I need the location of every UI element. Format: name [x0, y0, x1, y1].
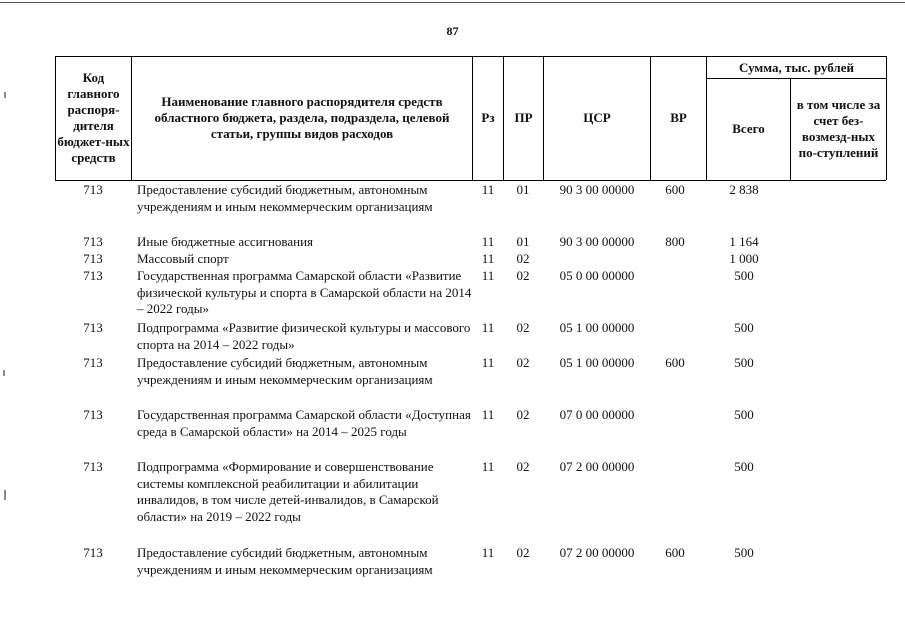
header-bottom-rule	[55, 180, 886, 181]
header-name: Наименование главного распорядителя средств областного бюджета, раздела, подраздела, целевой статьи, группы видов расходов	[154, 94, 450, 141]
row-total: 500	[734, 320, 754, 335]
scan-top-border	[0, 2, 905, 3]
row-total: 500	[734, 355, 754, 370]
row-name: Массовый спорт	[137, 251, 229, 266]
row-csr: 05 0 00 00000	[559, 268, 635, 283]
row-name: Предоставление субсидий бюджетным, автономным учреждениям и иным некоммерческим организациям	[137, 545, 433, 577]
row-total: 500	[734, 545, 754, 560]
row-rz: 11	[481, 234, 495, 249]
row-rz: 11	[481, 355, 495, 370]
header-pr: ПР	[514, 110, 533, 125]
row-code: 713	[83, 251, 103, 266]
header-code: Код главного распоря-дителя бюджет-ных средств	[57, 70, 130, 165]
row-name: Подпрограмма «Формирование и совершенствование системы комплексной реабилитации и абилитации инвалидов, в том числе детей-инвалидов, в Самарской области» на 2019 – 2022 годы	[137, 459, 439, 524]
row-code: 713	[83, 320, 103, 335]
row-csr: 90 3 00 00000	[559, 234, 635, 249]
row-pr: 01	[516, 182, 530, 197]
row-code: 713	[83, 459, 103, 474]
row-pr: 02	[516, 251, 530, 266]
row-rz: 11	[481, 407, 495, 422]
row-pr: 02	[516, 459, 530, 474]
row-pr: 02	[516, 545, 530, 560]
row-name: Иные бюджетные ассигнования	[137, 234, 314, 249]
row-rz: 11	[481, 320, 495, 335]
row-rz: 11	[481, 545, 495, 560]
row-csr: 07 2 00 00000	[559, 545, 635, 560]
row-name: Предоставление субсидий бюджетным, автономным учреждениям и иным некоммерческим организациям	[137, 182, 433, 214]
header-top-rule	[55, 56, 886, 57]
row-csr: 05 1 00 00000	[559, 320, 635, 335]
row-total: 1 164	[729, 234, 759, 249]
row-code: 713	[83, 545, 103, 560]
row-pr: 01	[516, 234, 530, 249]
row-total: 2 838	[729, 182, 759, 197]
row-vr: 800	[665, 234, 685, 249]
row-csr: 05 1 00 00000	[559, 355, 635, 370]
row-rz: 11	[481, 182, 495, 197]
row-csr: 07 0 00 00000	[559, 407, 635, 422]
row-pr: 02	[516, 320, 530, 335]
row-pr: 02	[516, 268, 530, 283]
row-code: 713	[83, 355, 103, 370]
row-total: 500	[734, 459, 754, 474]
row-pr: 02	[516, 355, 530, 370]
sum-rule	[706, 78, 886, 79]
row-pr: 02	[516, 407, 530, 422]
scan-artifact	[4, 92, 6, 98]
row-total: 1 000	[729, 251, 759, 266]
row-code: 713	[83, 268, 103, 283]
row-vr: 600	[665, 355, 685, 370]
row-name: Государственная программа Самарской области «Развитие физической культуры и спорта в Самарской области на 2014 – 2022 годы»	[137, 268, 472, 316]
header-rz: Рз	[481, 110, 495, 125]
scan-artifact	[4, 490, 6, 500]
row-total: 500	[734, 268, 754, 283]
row-rz: 11	[481, 459, 495, 474]
row-name: Государственная программа Самарской области «Доступная среда в Самарской области» на 2014 – 2025 годы	[137, 407, 471, 439]
row-name: Подпрограмма «Развитие физической культуры и массового спорта на 2014 – 2022 годы»	[137, 320, 471, 352]
header-gratuitous: в том числе за счет без-возмезд-ных по-ступлений	[796, 97, 881, 160]
row-code: 713	[83, 234, 103, 249]
row-csr: 07 2 00 00000	[559, 459, 635, 474]
row-name: Предоставление субсидий бюджетным, автономным учреждениям и иным некоммерческим организациям	[137, 355, 433, 387]
row-code: 713	[83, 182, 103, 197]
vline-1	[131, 56, 132, 180]
row-total: 500	[734, 407, 754, 422]
page-number: 87	[446, 24, 459, 38]
row-rz: 11	[481, 268, 495, 283]
row-csr: 90 3 00 00000	[559, 182, 635, 197]
header-csr: ЦСР	[583, 110, 611, 125]
row-vr: 600	[665, 182, 685, 197]
header-vr: ВР	[670, 110, 687, 125]
row-code: 713	[83, 407, 103, 422]
scan-artifact	[3, 370, 5, 376]
row-rz: 11	[481, 251, 495, 266]
vline-8	[886, 56, 887, 180]
header-total: Всего	[732, 121, 765, 136]
header-sum: Сумма, тыс. рублей	[739, 60, 854, 75]
row-vr: 600	[665, 545, 685, 560]
